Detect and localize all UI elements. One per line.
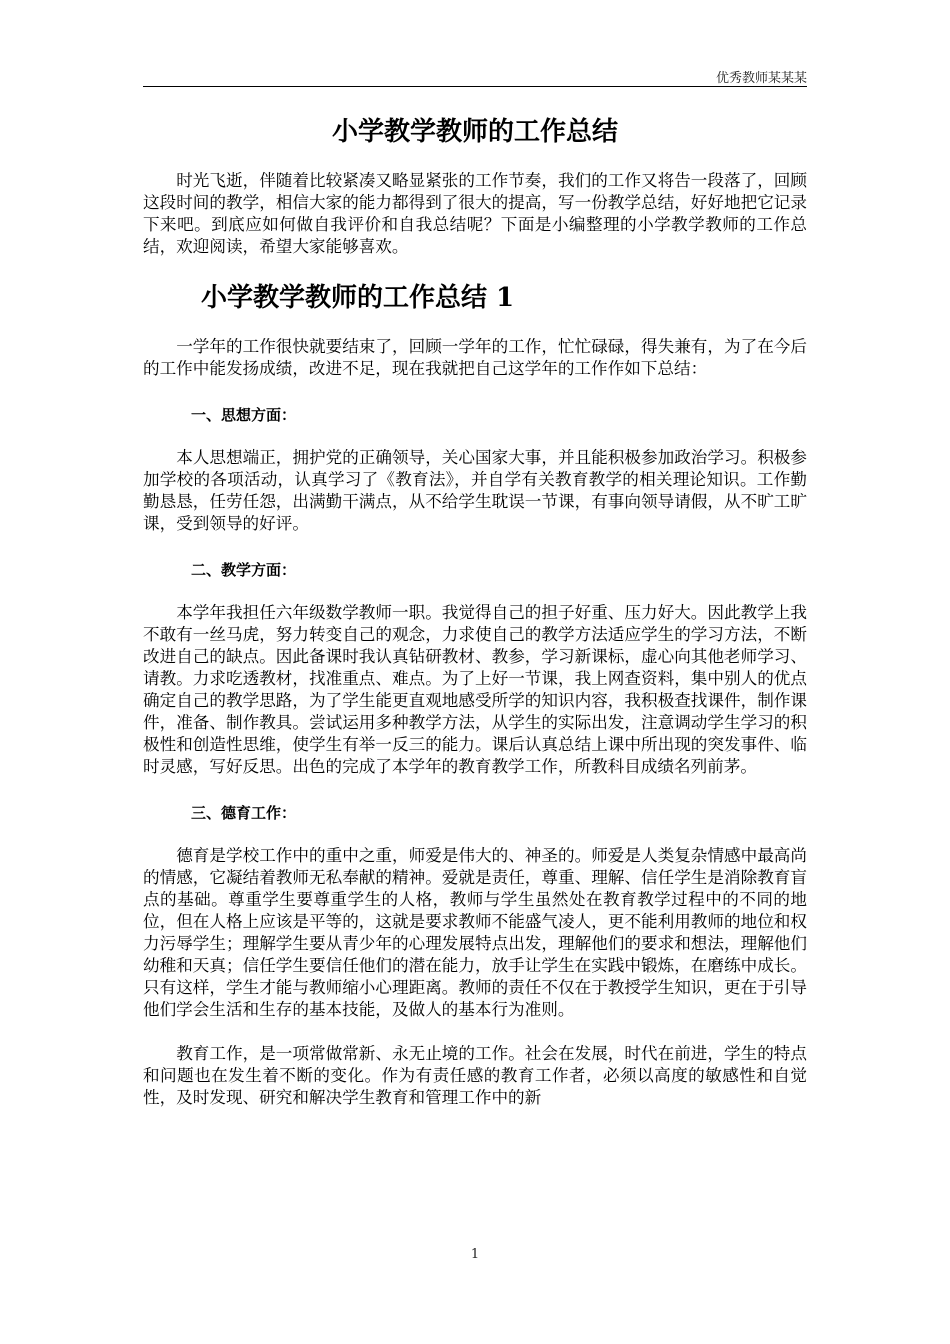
- section-title-1: 小学教学教师的工作总结 1: [201, 283, 515, 313]
- paragraph-gap: [143, 1021, 807, 1043]
- paragraph-thought: 本人思想端正，拥护党的正确领导，关心国家大事，并且能积极参加政治学习。积极参加学校的各项活动，认真学习了《教育法》，并自学有关教育教学的相关理论知识。工作勤勤恳恳，任劳任怨，出满勤干满点，从不给学生耽误一节课，有事向领导请假，从不旷工旷课，受到领导的好评。: [143, 448, 807, 533]
- header-divider: [143, 86, 807, 87]
- paragraph-teaching: 本学年我担任六年级数学教师一职。我觉得自己的担子好重、压力好大。因此教学上我不敢有一丝马虎，努力转变自己的观念，力求使自己的教学方法适应学生的学习方法，不断改进自己的缺点。因此备课时我认真钻研教材、教参，学习新课标，虚心向其他老师学习、请教。力求吃透教材，找准重点、难点。为了上好一节课，我上网查资料，集中别人的优点确定自己的教学思路，为了学生能更直观地感受所学的知识内容，我积极查找课件，制作课件，准备、制作教具。尝试运用多种教学方法，从学生的实际出发，注意调动学生学习的积极性和创造性思维，使学生有举一反三的能力。课后认真总结上课中所出现的突发事件、临时灵感，写好反思。出色的完成了本学年的教育教学工作，所教科目成绩名列前茅。: [143, 603, 807, 776]
- paragraph-moral-1: 德育是学校工作中的重中之重，师爱是伟大的、神圣的。师爱是人类复杂情感中最高尚的情感，它凝结着教师无私奉献的精神。爱就是责任，尊重、理解、信任学生是消除教育盲点的基础。尊重学生要尊重学生的人格，教师与学生虽然处在教育教学过程中的不同的地位，但在人格上应该是平等的，这就是要求教师不能盛气凌人，更不能利用教师的地位和权力污辱学生；理解学生要从青少年的心理发展特点出发，理解他们的要求和想法，理解他们幼稚和天真；信任学生要信任他们的潜在能力，放手让学生在实践中锻炼，在磨练中成长。只有这样，学生才能与教师缩小心理距离。教师的责任不仅在于教授学生知识，更在于引导他们学会生活和生存的基本技能，及做人的基本行为准则。: [143, 846, 807, 1019]
- intro-paragraph: 时光飞逝，伴随着比较紧凑又略显紧张的工作节奏，我们的工作又将告一段落了，回顾这段时间的教学，相信大家的能力都得到了很大的提高，写一份教学总结，好好地把它记录下来吧。到底应如何做自我评价和自我总结呢？下面是小编整理的小学教学教师的工作总结，欢迎阅读，希望大家能够喜欢。: [143, 171, 807, 256]
- opening-paragraph: 一学年的工作很快就要结束了，回顾一学年的工作，忙忙碌碌，得失兼有，为了在今后的工作中能发扬成绩，改进不足，现在我就把自己这学年的工作作如下总结：: [143, 337, 807, 378]
- page-number: 1: [470, 1247, 480, 1262]
- document-body: [143, 112, 807, 1109]
- paragraph-moral-2: 教育工作，是一项常做常新、永无止境的工作。社会在发展，时代在前进，学生的特点和问题也在发生着不断的变化。作为有责任感的教育工作者，必须以高度的敏感性和自觉性，及时发现、研究和解决学生教育和管理工作中的新: [143, 1044, 807, 1107]
- section-heading-teaching: 二、教学方面：: [191, 561, 297, 579]
- page-header-author: 优秀教师某某某: [715, 71, 807, 86]
- section-heading-thought: 一、思想方面：: [191, 406, 297, 424]
- document-title: 小学教学教师的工作总结: [331, 117, 618, 147]
- section-heading-moral: 三、德育工作：: [191, 804, 297, 822]
